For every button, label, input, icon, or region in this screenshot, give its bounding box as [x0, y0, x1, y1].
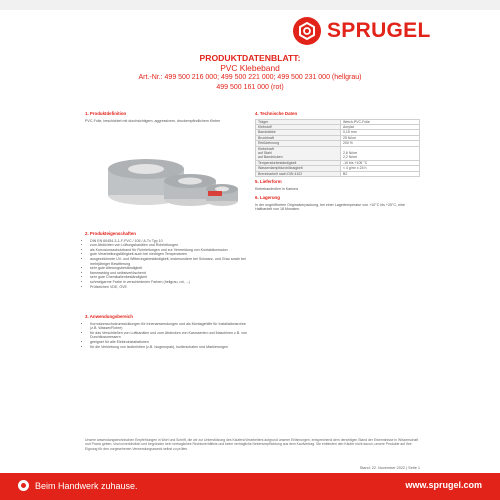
list-item: • Prüfzeichen VDE, ÖVE: [90, 285, 250, 290]
section-produkteigenschaften: [85, 232, 250, 289]
article-numbers-line1: Art.-Nr.: 499 500 216 000; 499 500 221 000; 499 500 231 000 (hellgrau): [138, 74, 362, 81]
brand-logo: [293, 14, 473, 48]
table-row: [256, 146, 420, 160]
section-title: 3. Anwendungsbereich: [85, 314, 133, 319]
table-cell-value: 0,15 mm: [341, 130, 420, 135]
list-item: • sehr gute Chemikalienbeständigkeit: [90, 275, 250, 280]
section-technische-daten: [255, 112, 420, 177]
table-cell-value: Acrylat: [341, 125, 420, 130]
list-item: • Korrosionsschutzumwicklungen für Innenanwendungen und als Montagehilfe für Installationsrohre (z.B. Wasser/Rohre): [90, 322, 250, 331]
document-title: PRODUKTDATENBLATT:: [199, 53, 301, 63]
list-item: • flammwidrig und selbstverlöschend: [90, 271, 250, 276]
table-cell-key: Klebstoff: [256, 125, 341, 130]
application-list: [85, 322, 250, 350]
hexagon-nut-icon: [293, 17, 321, 45]
table-cell-key: Reißdehnung: [256, 141, 341, 146]
table-cell-key: Bandstärke: [256, 130, 341, 135]
section-title: 4. Technische Daten: [255, 111, 298, 116]
document-header: [100, 53, 400, 93]
section-anwendungsbereich: [85, 315, 250, 349]
section-lagerung: [255, 196, 420, 212]
table-cell-key: Bruchkraft: [256, 135, 341, 140]
section-lieferform: [255, 180, 420, 191]
date-page-info: Stand: 22. November 2022 | Seite 1: [359, 466, 420, 470]
disclaimer-text: Unsere anwendungstechnischen Empfehlungen in Wort und Schrift, die wir zur Unterstützung des Käufers/Verarbeiters aufgrund unserer Erfahrungen, entsprechend dem derzeitigen Stand der Erkenntnisse in Wissenschaft und Praxis geben, sind unverbindlich und begründen kein vertragliches Rechtsverhältnis und keine vertragliche Nebenverpflichtung aus dem Kaufvertrag. Sie entbinden den Käufer nicht davon, unsere Produkte auf ihre Eignung für den vorgesehenen Verwendungszweck selbst zu prüfen.: [85, 438, 419, 451]
footer-slogan: [18, 480, 138, 491]
table-cell-value: Weich-PVC-Folie: [341, 119, 420, 124]
section-title: 2. Produkteigenschaften: [85, 231, 136, 236]
list-item: • DIN EN 60454-3-1-F-PVC / 105 / A-Tx Typ 10: [90, 239, 250, 244]
table-cell-value: 2,6 N/cm 2,2 N/cm: [341, 146, 420, 160]
product-name: PVC Klebeband: [220, 63, 280, 73]
section-title: 6. Lagerung: [255, 195, 280, 200]
list-item: • für die Verklebung von Isolierfolien (z.B. Isogenopak), Isolierschalen und Markierungen: [90, 345, 250, 350]
table-cell-value: B2: [341, 171, 420, 176]
brand-name: SPRUGEL: [327, 19, 431, 42]
section-produktdefinition: [85, 112, 250, 123]
list-item: • sehr gute Alterungsbeständigkeit: [90, 266, 250, 271]
list-item: • als Korrosionsschutzband für Rohrleitungen und zur Vermeidung von Kontaktkorrosion: [90, 248, 250, 253]
technical-data-table: [255, 119, 420, 177]
table-cell-key: Wasserdampfdurchlässigkeit: [256, 166, 341, 171]
section-text: PVC-Folie, beschichtet mit durchsichtigem, aggressivem, druckempfindlichem Kleber: [85, 118, 221, 123]
bullet-icon: [18, 480, 29, 491]
list-item: • für das Verschließen von Luftkanälen und zum Abdecken von Karosserien und Maschinen z.B. von Durchflussmessern: [90, 331, 250, 340]
product-image-tape-rolls: [88, 133, 246, 211]
table-cell-key: Träger: [256, 119, 341, 124]
top-stripe: [0, 0, 500, 10]
table-cell-key: Klebekraft auf Stahl auf Bandrücken: [256, 146, 341, 160]
footer-bar: [0, 473, 500, 500]
section-title: 1. Produktdefinition: [85, 111, 127, 116]
section-title: 5. Lieferform: [255, 179, 282, 184]
table-row: [256, 171, 420, 176]
properties-list: [85, 239, 250, 290]
list-item: • geeignet für alle Elektroinstallationen: [90, 340, 250, 345]
list-item: • zum Abdichten von Lüftungskanälen und Rohrleitungen: [90, 243, 250, 248]
table-cell-value: < 4 g/m² x 24 h: [341, 166, 420, 171]
section-text: Klebebandrollen in Kartons: [255, 186, 299, 191]
website-link[interactable]: www.sprugel.com: [405, 480, 482, 490]
section-text: In der ungeöffneten Originalverpackung, bei einer Lagertemperatur von +10°C bis +25°C, eine Haltbarkeit von 18 Monaten.: [255, 202, 405, 212]
table-cell-value: -10 bis +105 °C: [341, 160, 420, 165]
article-numbers-line2: 499 500 161 000 (rot): [216, 84, 284, 91]
table-cell-value: 25 N/cm: [341, 135, 420, 140]
table-cell-value: 200 %: [341, 141, 420, 146]
list-item: • ausgezeichnete UV- und Witterungsbeständigkeit, insbesondere bei Schwarz- und Grau sowie bei mehrjähriger Bewitterung: [90, 257, 250, 266]
list-item: • schmelgarme Farbe in verschiedenen Farben (hellgrau, rot, ...): [90, 280, 250, 285]
table-cell-key: Temperaturbeständigkeit: [256, 160, 341, 165]
list-item: • gute Verarbeitungsfähigkeit auch bei niedrigen Temperaturen: [90, 252, 250, 257]
table-cell-key: Brennbarkeit nach DIN 4102: [256, 171, 341, 176]
slogan-text: Beim Handwerk zuhause.: [35, 480, 138, 491]
